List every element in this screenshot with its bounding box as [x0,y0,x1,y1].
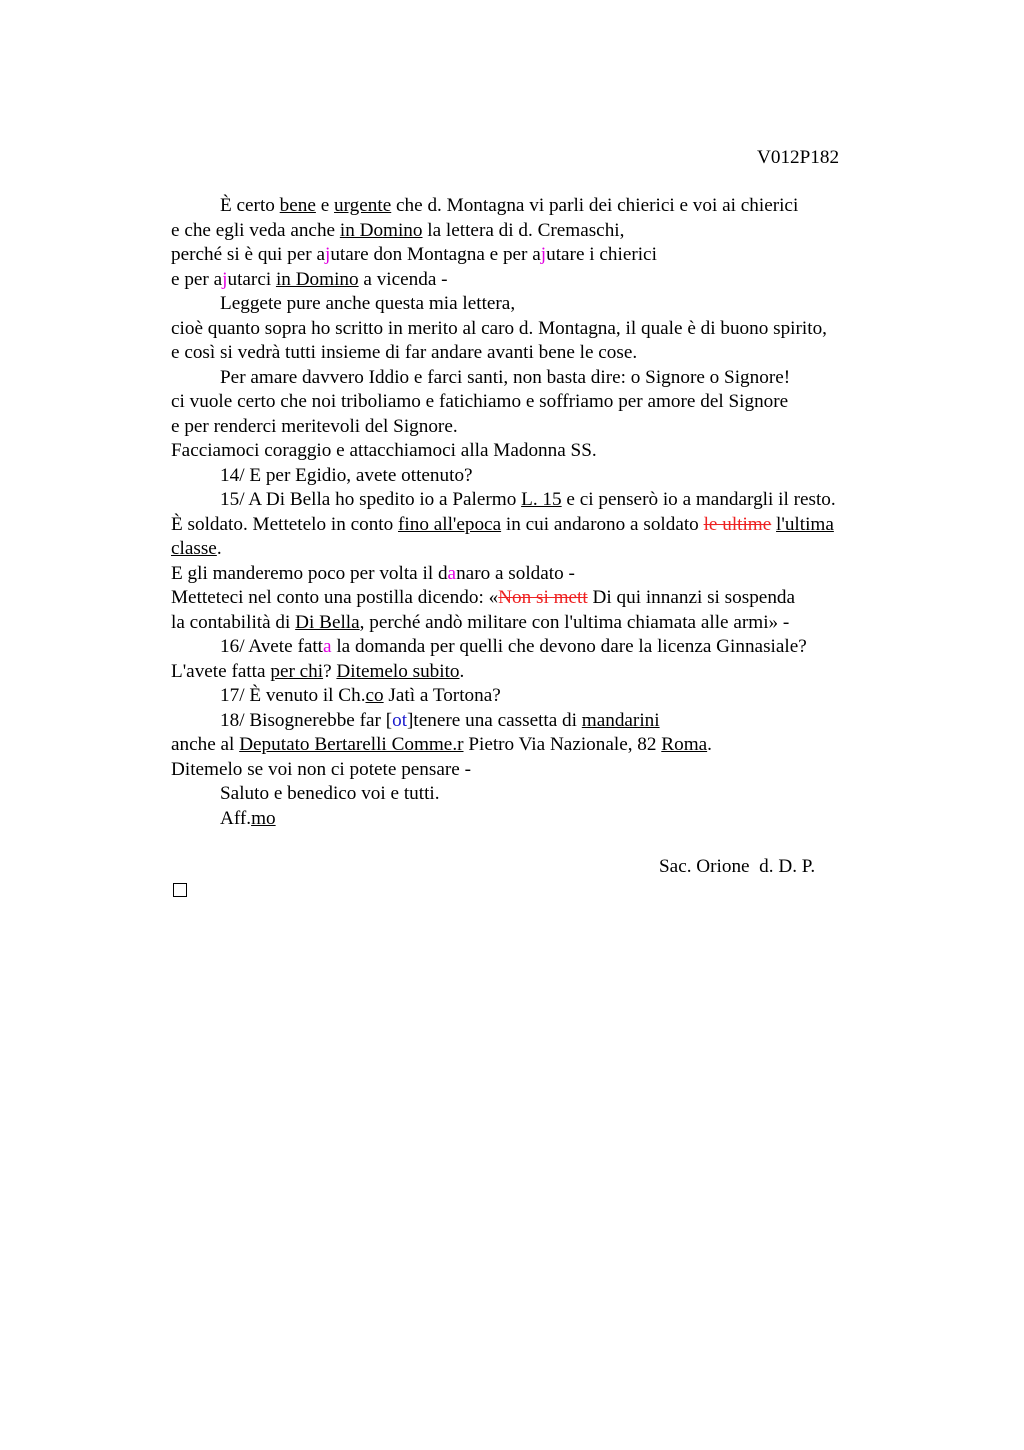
text-line: Metteteci nel conto una postilla dicendo: «Non si mett Di qui innanzi si sospenda [171,587,796,608]
text-line: 18/ Bisognerebbe far [ot]tenere una cassetta di mandarini [220,709,660,731]
checkbox-square-icon [173,883,187,897]
deleted-text: Non si mett [498,587,588,608]
text-line: È soldato. Mettetelo in conto fino all'epoca in cui andarono a soldato le ultime l'ultima [171,513,834,535]
text-line: Leggete pure anche questa mia lettera, [220,293,516,314]
text-line: Saluto e benedico voi e tutti. [220,783,440,804]
text-line: anche al Deputato Bertarelli Comme.r Pietro Via Nazionale, 82 Roma. [171,734,712,755]
page-id: V012P182 [757,147,840,168]
text-line: ci vuole certo che noi triboliamo e fatichiamo e soffriamo per amore del Signore [171,391,789,412]
text-line: la contabilità di Di Bella, perché andò militare con l'ultima chiamata alle armi» - [171,611,790,633]
text-line: e così si vedrà tutti insieme di far andare avanti bene le cose. [171,342,638,363]
text-line: Aff.mo [220,807,276,829]
text-line: 17/ È venuto il Ch.co Jatì a Tortona? [220,685,501,706]
text-line: cioè quanto sopra ho scritto in merito al caro d. Montagna, il quale è di buono spirito, [171,317,827,339]
text-line: È certo bene e urgente che d. Montagna vi parli dei chierici e voi ai chierici [220,195,799,216]
text-line: classe. [171,538,222,559]
signature: Sac. Orione d. D. P. [659,856,816,877]
text-line: 16/ Avete fatta la domanda per quelli che devono dare la licenza Ginnasiale? [220,636,807,657]
text-line: Facciamoci coraggio e attacchiamoci alla Madonna SS. [171,440,597,461]
text-line: e per ajutarci in Domino a vicenda - [171,268,448,290]
text-line: L'avete fatta per chi? Ditemelo subito. [171,660,465,682]
text-line: 15/ A Di Bella ho spedito io a Palermo L. 15 e ci penserò io a mandargli il resto. [220,489,836,510]
text-line: Per amare davvero Iddio e farci santi, non basta dire: o Signore o Signore! [220,366,791,388]
text-line: perché si è qui per ajutare don Montagna e per ajutare i chierici [171,244,657,265]
text-line: Ditemelo se voi non ci potete pensare - [171,758,471,780]
deleted-text: le ultime [703,513,772,535]
text-line: E gli manderemo poco per volta il danaro a soldato - [171,562,575,584]
text-line: e per renderci meritevoli del Signore. [171,415,458,437]
text-line: e che egli veda anche in Domino la lettera di d. Cremaschi, [171,219,625,241]
text-line: 14/ E per Egidio, avete ottenuto? [220,464,473,486]
